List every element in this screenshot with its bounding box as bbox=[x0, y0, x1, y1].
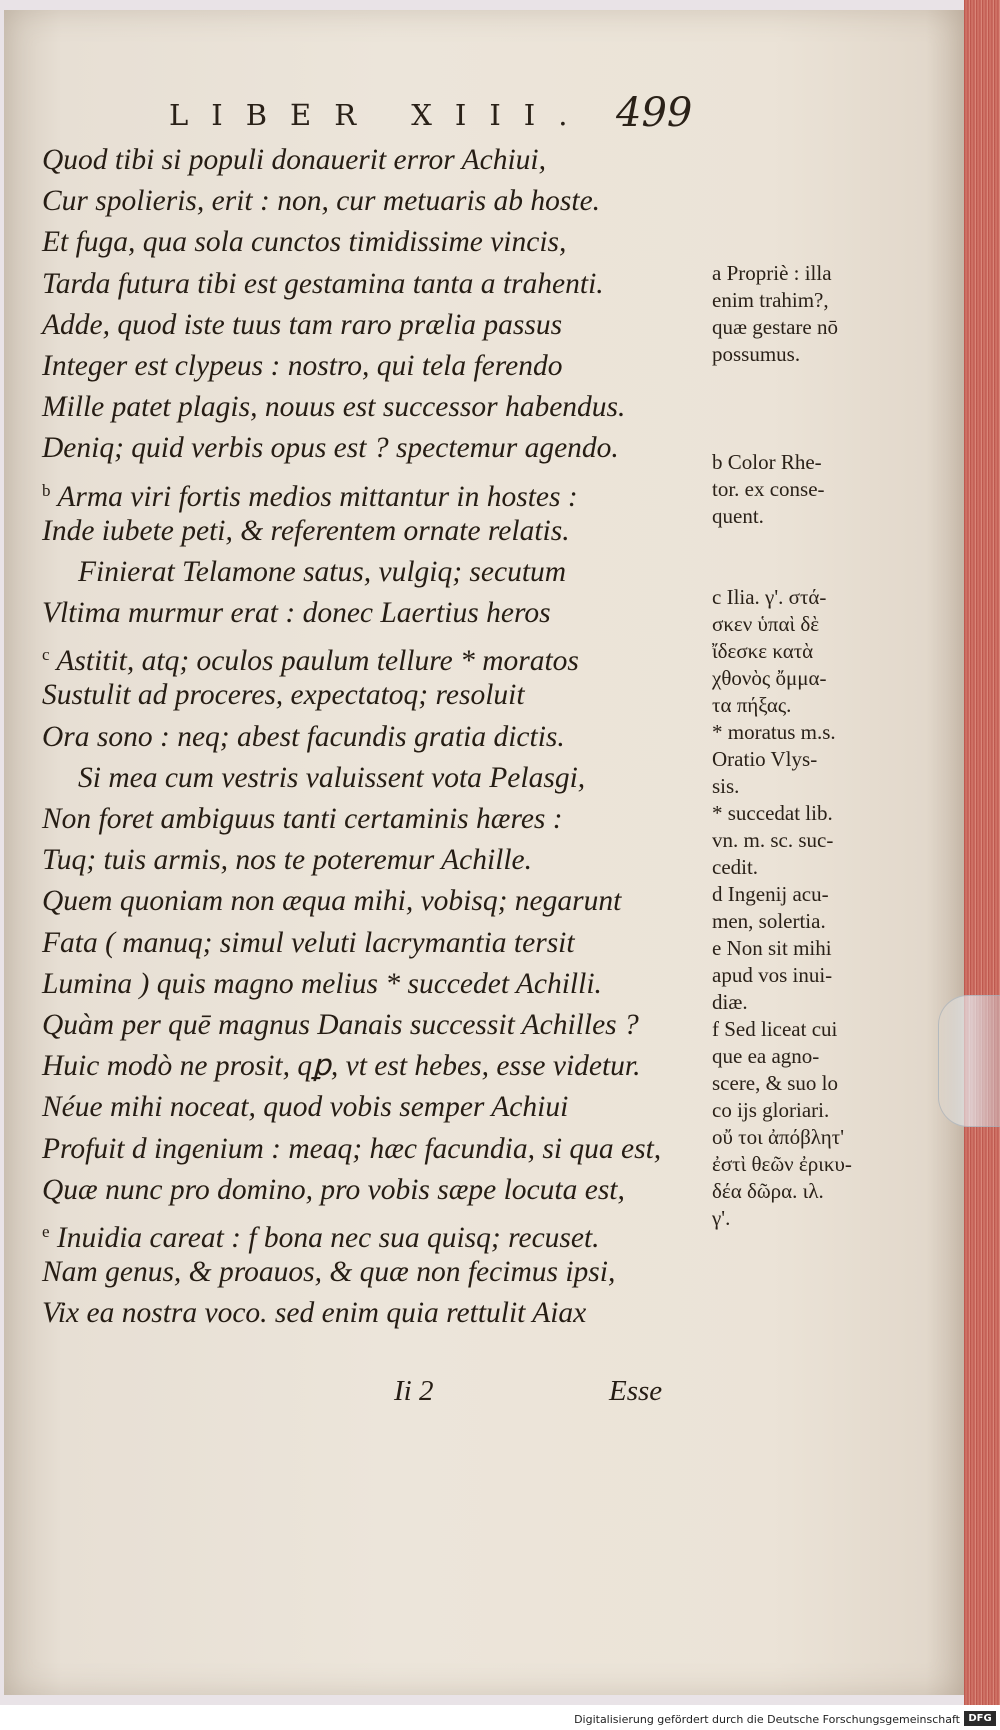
margin-note-line: σκεν ὑπαὶ δὲ bbox=[712, 612, 820, 636]
margin-note-line: quæ gestare nō bbox=[712, 315, 838, 339]
verse-line bbox=[42, 140, 712, 181]
running-title: LIBER XIII. bbox=[169, 98, 591, 132]
verse-line-text: Tarda futura tibi est gestamina tanta a trahenti. bbox=[42, 267, 604, 300]
verse-line-text: Lumina ) quis magno melius * succedet Achilli. bbox=[42, 967, 602, 1000]
margin-note-line: co ijs gloriari. bbox=[712, 1098, 830, 1122]
verse-line-text: Sustulit ad proceres, expectatoq; resoluit bbox=[42, 679, 525, 712]
margin-note-line: γ'. bbox=[712, 1206, 731, 1230]
verse-line bbox=[42, 1293, 712, 1334]
verse-line-text: Vltima murmur erat : donec Laertius heros bbox=[42, 597, 551, 630]
verse-line-text: Finierat Telamone satus, vulgiq; secutum bbox=[78, 555, 567, 588]
margin-note-line: que ea agno- bbox=[712, 1044, 820, 1068]
page-fore-edge bbox=[964, 0, 1000, 1705]
margin-note-line: apud vos inui- bbox=[712, 963, 833, 987]
note-marker: b bbox=[42, 480, 51, 500]
verse-line bbox=[42, 1170, 712, 1211]
verse-line bbox=[42, 1211, 712, 1252]
verse-line-text: Mille patet plagis, nouus est successor habendus. bbox=[42, 391, 626, 424]
margin-note bbox=[712, 881, 912, 935]
page-clip bbox=[938, 995, 1000, 1127]
margin-note-line: τα πήξας. bbox=[712, 693, 792, 717]
margin-note-line: c Ilia. γ'. στά- bbox=[712, 585, 827, 609]
verse-line-text: Fata ( manuq; simul veluti lacrymantia tersit bbox=[42, 926, 575, 959]
margin-note bbox=[712, 260, 912, 368]
verse-line-text: Si mea cum vestris valuissent vota Pelasgi, bbox=[78, 761, 586, 794]
margin-notes bbox=[712, 260, 912, 1232]
dfg-logo-icon: DFG bbox=[964, 1711, 996, 1726]
verse-line-text: Vix ea nostra voco. sed enim quia rettulit Aiax bbox=[42, 1297, 587, 1330]
margin-note-line: οὔ τοι ἀπόβλητ' bbox=[712, 1125, 844, 1149]
verse-line bbox=[42, 1252, 712, 1293]
margin-note-line: a Propriè : illa bbox=[712, 261, 832, 285]
margin-note-line: possumus. bbox=[712, 342, 801, 366]
margin-note bbox=[712, 800, 912, 881]
verse-line-text: Quod tibi si populi donauerit error Achiui, bbox=[42, 144, 546, 176]
margin-note bbox=[712, 1016, 912, 1232]
verse-line bbox=[42, 634, 712, 678]
margin-note bbox=[712, 935, 912, 1016]
margin-note-line: * succedat lib. bbox=[712, 801, 833, 825]
verse-line-text: Astitit, atq; oculos paulum tellure * moratos bbox=[56, 645, 579, 678]
verse-line-text: Inuidia careat : f bona nec sua quisq; recuset. bbox=[56, 1221, 600, 1254]
margin-note-line: cedit. bbox=[712, 855, 759, 879]
verse-line-text: Profuit d ingenium : meaq; hæc facundia, si qua est, bbox=[42, 1132, 662, 1165]
verse-line bbox=[42, 346, 712, 387]
verse-line bbox=[42, 840, 712, 881]
verse-line-text: Quæ nunc pro domino, pro vobis sæpe locuta est, bbox=[42, 1173, 625, 1206]
verse-line-text: Cur spolieris, erit : non, cur metuaris ab hoste. bbox=[42, 185, 601, 218]
verse-line bbox=[42, 305, 712, 346]
verse-line bbox=[42, 1129, 712, 1170]
verse-line-text: Huic modò ne prosit, qꝑ, vt est hebes, esse videtur. bbox=[42, 1050, 641, 1083]
margin-note-line: b Color Rhe- bbox=[712, 450, 822, 474]
margin-note bbox=[712, 719, 912, 800]
verse-line-text: Non foret ambiguus tanti certaminis hæres : bbox=[42, 803, 563, 835]
margin-note-line: ἴδεσκε κατὰ bbox=[712, 639, 814, 663]
signature-mark: Ii 2 bbox=[394, 1375, 434, 1407]
verse-line bbox=[42, 1087, 712, 1128]
margin-note-line: χθονὸς ὄμμα- bbox=[712, 666, 827, 690]
verse-line bbox=[42, 264, 712, 305]
margin-note bbox=[712, 584, 912, 719]
page bbox=[4, 10, 964, 1695]
margin-note-line: scere, & suo lo bbox=[712, 1071, 838, 1095]
margin-note-line: d Ingenij acu- bbox=[712, 882, 829, 906]
margin-note-line: e Non sit mihi bbox=[712, 936, 832, 960]
verse-line bbox=[42, 552, 712, 593]
verse-line bbox=[42, 428, 712, 469]
verse-line bbox=[42, 593, 712, 634]
verse-line-text: Néue mihi noceat, quod vobis semper Achiui bbox=[42, 1091, 569, 1124]
catchword: Esse bbox=[609, 1375, 663, 1407]
verse-line-text: Quàm per quē magnus Danais successit Achilles ? bbox=[42, 1008, 639, 1041]
verse-line bbox=[42, 799, 712, 840]
verse-line bbox=[42, 1005, 712, 1046]
margin-note-line: sis. bbox=[712, 774, 740, 798]
verse-line-text: Integer est clypeus : nostro, qui tela ferendo bbox=[42, 349, 563, 382]
margin-note-line: enim trahim?, bbox=[712, 288, 829, 312]
margin-note-line: Oratio Vlys- bbox=[712, 747, 818, 771]
verse-line bbox=[42, 758, 712, 799]
verse-line bbox=[42, 470, 712, 511]
margin-note bbox=[712, 449, 912, 530]
verse-line bbox=[42, 923, 712, 964]
margin-note-line: men, solertia. bbox=[712, 909, 826, 933]
verse-line bbox=[42, 222, 712, 263]
verse-line-text: Deniq; quid verbis opus est ? spectemur agendo. bbox=[42, 432, 619, 465]
verse-text bbox=[42, 140, 712, 1334]
verse-line-text: Inde iubete peti, & referentem ornate relatis. bbox=[42, 514, 570, 547]
verse-line-text: Arma viri fortis medios mittantur in hostes : bbox=[57, 480, 578, 513]
margin-note-line: δέα δῶρα. ιλ. bbox=[712, 1179, 824, 1203]
verse-line bbox=[42, 964, 712, 1005]
margin-note-line: vn. m. sc. suc- bbox=[712, 828, 834, 852]
verse-line bbox=[42, 1046, 712, 1087]
note-marker: c bbox=[42, 645, 50, 665]
note-marker: e bbox=[42, 1221, 50, 1241]
margin-note-line: tor. ex conse- bbox=[712, 477, 825, 501]
margin-note-line: ἐστὶ θεῶν ἐρικυ- bbox=[712, 1152, 852, 1176]
digitization-credit: Digitalisierung gefördert durch die Deutsche Forschungsgemeinschaft bbox=[574, 1713, 960, 1726]
margin-note-line: * moratus m.s. bbox=[712, 720, 836, 744]
verse-line-text: Quem quoniam non æqua mihi, vobisq; negarunt bbox=[42, 885, 622, 918]
verse-line-text: Ora sono : neq; abest facundis gratia dictis. bbox=[42, 720, 565, 753]
verse-line bbox=[42, 717, 712, 758]
margin-note-line: f Sed liceat cui bbox=[712, 1017, 838, 1041]
margin-note-line: diæ. bbox=[712, 990, 748, 1014]
verse-line-text: Nam genus, & proauos, & quæ non fecimus ipsi, bbox=[42, 1256, 616, 1289]
verse-line-text: Adde, quod iste tuus tam raro prælia passus bbox=[42, 308, 563, 341]
verse-line bbox=[42, 675, 712, 716]
verse-line-text: Tuq; tuis armis, nos te poteremur Achille. bbox=[42, 844, 533, 877]
verse-line bbox=[42, 181, 712, 222]
margin-note-line: quent. bbox=[712, 504, 764, 528]
verse-line bbox=[42, 511, 712, 552]
page-number: 499 bbox=[616, 90, 693, 136]
verse-line bbox=[42, 387, 712, 428]
verse-line bbox=[42, 881, 712, 922]
verse-line-text: Et fuga, qua sola cunctos timidissime vincis, bbox=[42, 226, 567, 259]
page-header bbox=[169, 90, 729, 140]
